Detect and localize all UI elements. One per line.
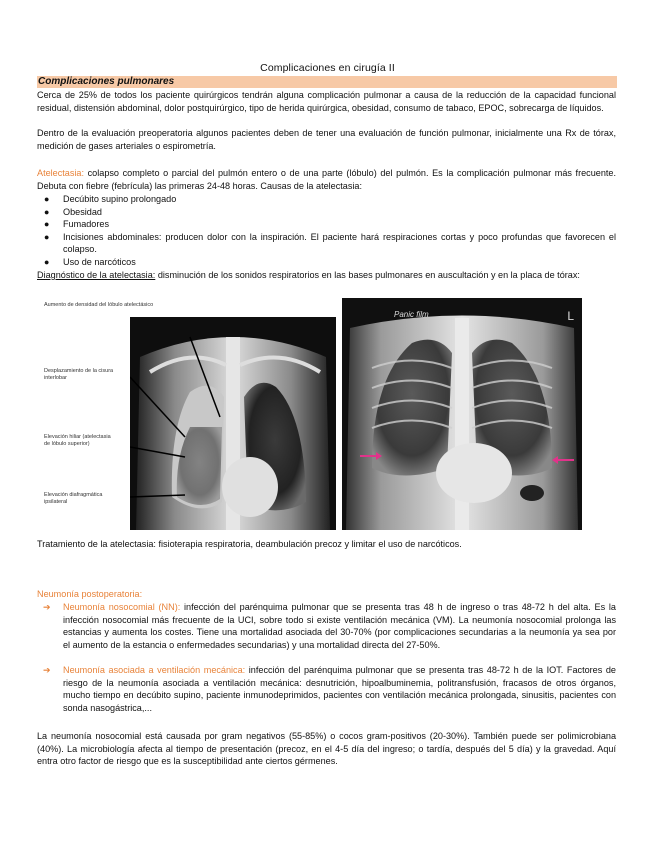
bullet-icon: ● xyxy=(44,231,50,242)
chest-xray-panic-film-image xyxy=(342,298,582,530)
intro-text-1: Cerca de 25% de todos los paciente quirúrgicos tendrán alguna complicación pulmonar a causa de la reducción de la capacidad funcional residual, distensión abdominal, dolor postquirúrgico, tipo de herida quirúrgica, obesidad, consumo de tabaco, EPOC, sobrecarga de líquidos. xyxy=(37,90,616,113)
cause-text: Uso de narcóticos xyxy=(63,256,136,267)
figure-label-hiliar: Elevación hiliar (atelectasia de lóbulo superior) xyxy=(44,434,111,447)
neumonia-ventilacion-item xyxy=(37,664,616,714)
neumonia-closing-paragraph xyxy=(37,730,616,768)
chest-xray-left-graphic xyxy=(130,317,336,530)
neumonia-ventilacion-text: infección del parénquima pulmonar que se presenta tras 48-72 h de la IOT. Factores de riesgo de la neumonía asociada a ventilación mecánica: desnutrición, hipoalbuminemia, politransfusión, fracasos de otros órganos, mucho tiempo en decúbito supino, paciente inmunodeprimidos, pacientes con ventilación mecánica prolongada, sinusitis, pacientes con sonda nasogástrica,... xyxy=(63,665,616,713)
cause-text: Fumadores xyxy=(63,219,109,230)
intro-paragraph-2 xyxy=(37,127,616,152)
svg-text:L: L xyxy=(567,309,574,323)
atelectasia-term: Atelectasia: xyxy=(37,168,85,178)
atelectasia-causes-list xyxy=(37,193,616,269)
treatment-text: Tratamiento de la atelectasia: fisioterapia respiratoria, deambulación precoz y limitar el uso de narcóticos. xyxy=(37,539,462,549)
chest-xray-atelectasis-image xyxy=(130,317,336,530)
neumonia-nosocomial-item xyxy=(37,601,616,651)
atelectasia-treatment xyxy=(37,538,616,551)
bullet-icon: ● xyxy=(44,256,50,267)
neumonia-ventilacion-term: Neumonía asociada a ventilación mecánica: xyxy=(63,665,246,675)
arrow-right-icon: ➔ xyxy=(43,665,51,675)
bullet-icon: ● xyxy=(44,194,50,204)
neumonia-heading-text: Neumonía postoperatoria: xyxy=(37,589,143,599)
page-title: Complicaciones en cirugía II xyxy=(260,62,395,74)
figure-label-cisura: Desplazamiento de la cisura interlobar xyxy=(44,368,114,381)
neumonia-nosocomial-body xyxy=(37,601,616,651)
cause-text: Obesidad xyxy=(63,206,102,217)
section-heading-complicaciones-pulmonares: Complicaciones pulmonares xyxy=(37,76,617,88)
list-item xyxy=(37,256,616,269)
chest-xray-right-graphic xyxy=(342,298,582,530)
intro-text-2: Dentro de la evaluación preoperatoria algunos pacientes deben de tener una evaluación de función pulmonar, inicialmente una Rx de tórax, medición de gases arteriales o espirometría. xyxy=(37,128,616,151)
list-item xyxy=(37,218,616,231)
figure-label-density: Aumento de densidad del lóbulo atelectásico xyxy=(44,302,154,308)
figure-label-diafragma: Elevación diafragmática ipsilateral xyxy=(44,492,103,505)
diagnosis-label: Diagnóstico de la atelectasia: xyxy=(37,270,156,280)
cause-text: Decúbito supino prolongado xyxy=(63,194,177,204)
atelectasia-definition xyxy=(37,167,616,192)
bullet-icon: ● xyxy=(44,219,50,230)
neumonia-ventilacion-body xyxy=(37,664,616,714)
list-item xyxy=(37,206,616,219)
arrow-right-icon: ➔ xyxy=(43,602,51,612)
bullet-icon: ● xyxy=(44,206,50,217)
atelectasia-diagnosis xyxy=(37,269,616,282)
intro-paragraph-1 xyxy=(37,89,616,114)
cause-text: Incisiones abdominales: producen dolor con la inspiración. El paciente hará respiraciones cortas y poco profundas que favorecen el colapso. xyxy=(63,231,616,255)
atelectasia-definition-text: colapso completo o parcial del pulmón entero o de una parte (lóbulo) del pulmón. Es la complicación pulmonar más frecuente. Debuta con fiebre (febrícula) las primeras 24-48 horas. Causas de la atelectasia: xyxy=(37,168,616,191)
neumonia-heading xyxy=(37,588,616,601)
neumonia-nosocomial-term: Neumonía nosocomial (NN): xyxy=(63,602,181,612)
neumonia-closing-text: La neumonía nosocomial está causada por gram negativos (55-85%) o cocos gram-positivos (20-30%). También puede ser polimicrobiana (40%). La microbiología afecta al tiempo de presentación (precoz, en el 4-5 día del ingreso; o tardía, después del 5 día) y la gravedad. Aquí entra otro factor de riesgo que es la susceptibilidad ante ciertos gérmenes. xyxy=(37,731,616,767)
list-item xyxy=(37,193,616,206)
list-item xyxy=(37,231,616,256)
neumonia-nosocomial-text: infección del parénquima pulmonar que se presenta tras 48 h de ingreso o tras 48-72 h del alta. Es la infección nosocomial más frecuente de la UCI, sobre todo si existe ventilación mecánica (VM). La neumonía nosocomial prolonga las estancias y aumenta los costes. Tiene una mortalidad asociada del 30-70% (por complicaciones secundarias a la neumonía ya sea por el aumento de la estancia o enfermedades secundarias) y una mortalidad directa del 27-50%. xyxy=(63,602,616,650)
diagnosis-text: disminución de los sonidos respiratorios en las bases pulmonares en auscultación y en la placa de tórax: xyxy=(155,270,580,280)
panic-film-label: Panic film xyxy=(394,310,429,319)
